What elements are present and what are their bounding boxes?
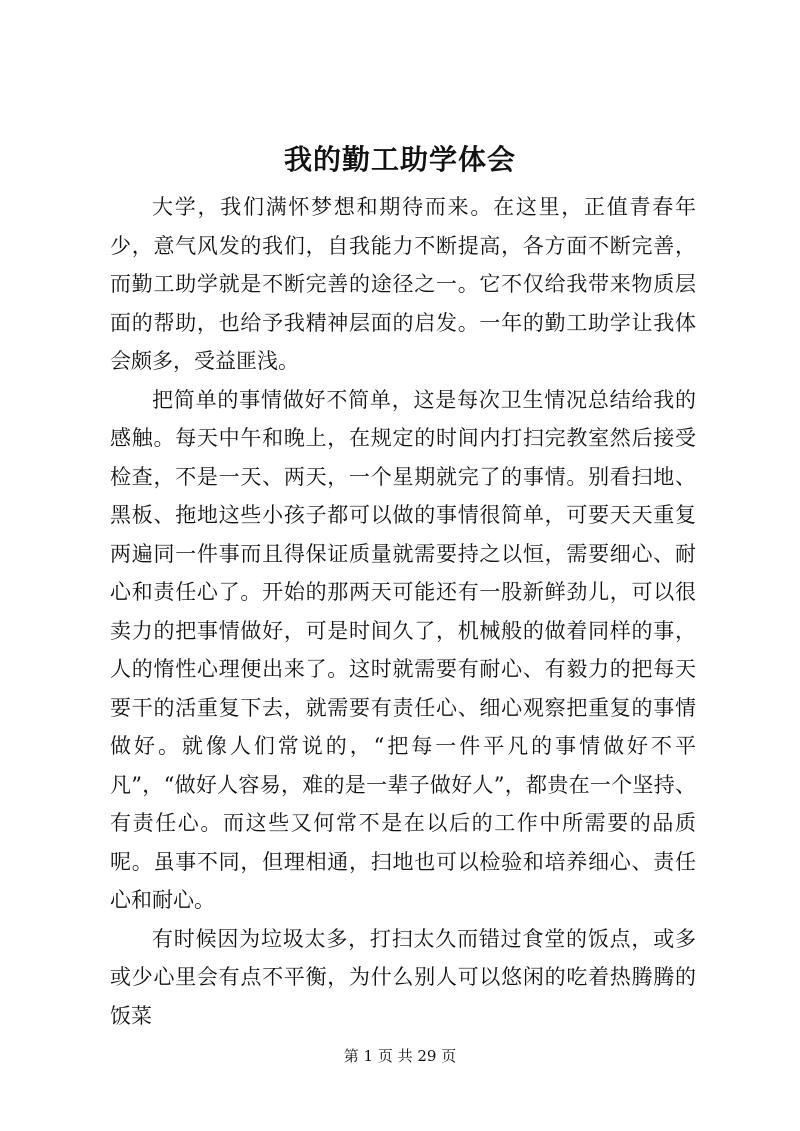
paragraph-2: 把简单的事情做好不简单，这是每次卫生情况总结给我的感触。每天中午和晚上，在规定的时间内打扫完教室然后接受检查，不是一天、两天，一个星期就完了的事情。别看扫地、黑板、拖地这些小孩子都可以做的事情很简单，可要天天重复两遍同一件事而且得保证质量就需要持之以恒，需要细心、耐心和责任心了。开始的那两天可能还有一股新鲜劲儿，可以很卖力的把事情做好，可是时间久了，机械般的做着同样的事，人的惰性心理便出来了。这时就需要有耐心、有毅力的把每天要干的活重复下去，就需要有责任心、细心观察把重复的事情做好。就像人们常说的，“把每一件平凡的事情做好不平凡”，“做好人容易，难的是一辈子做好人”，都贵在一个坚持、有责任心。而这些又何常不是在以后的工作中所需要的品质呢。虽事不同，但理相通，扫地也可以检验和培养细心、责任心和耐心。	[110, 387, 696, 912]
document-body	[110, 188, 696, 1035]
paragraph-1: 大学，我们满怀梦想和期待而来。在这里，正值青春年少，意气风发的我们，自我能力不断提高，各方面不断完善，而勤工助学就是不断完善的途径之一。它不仅给我带来物质层面的帮助，也给予我精神层面的启发。一年的勤工助学让我体会颇多，受益匪浅。	[110, 195, 696, 373]
paragraph-3: 有时候因为垃圾太多，打扫太久而错过食堂的饭点，或多或少心里会有点不平衡，为什么别人可以悠闲的吃着热腾腾的饭菜	[110, 926, 696, 1028]
page-footer: 第 1 页 共 29 页	[343, 1047, 457, 1065]
document-title: 我的勤工助学体会	[283, 143, 516, 176]
